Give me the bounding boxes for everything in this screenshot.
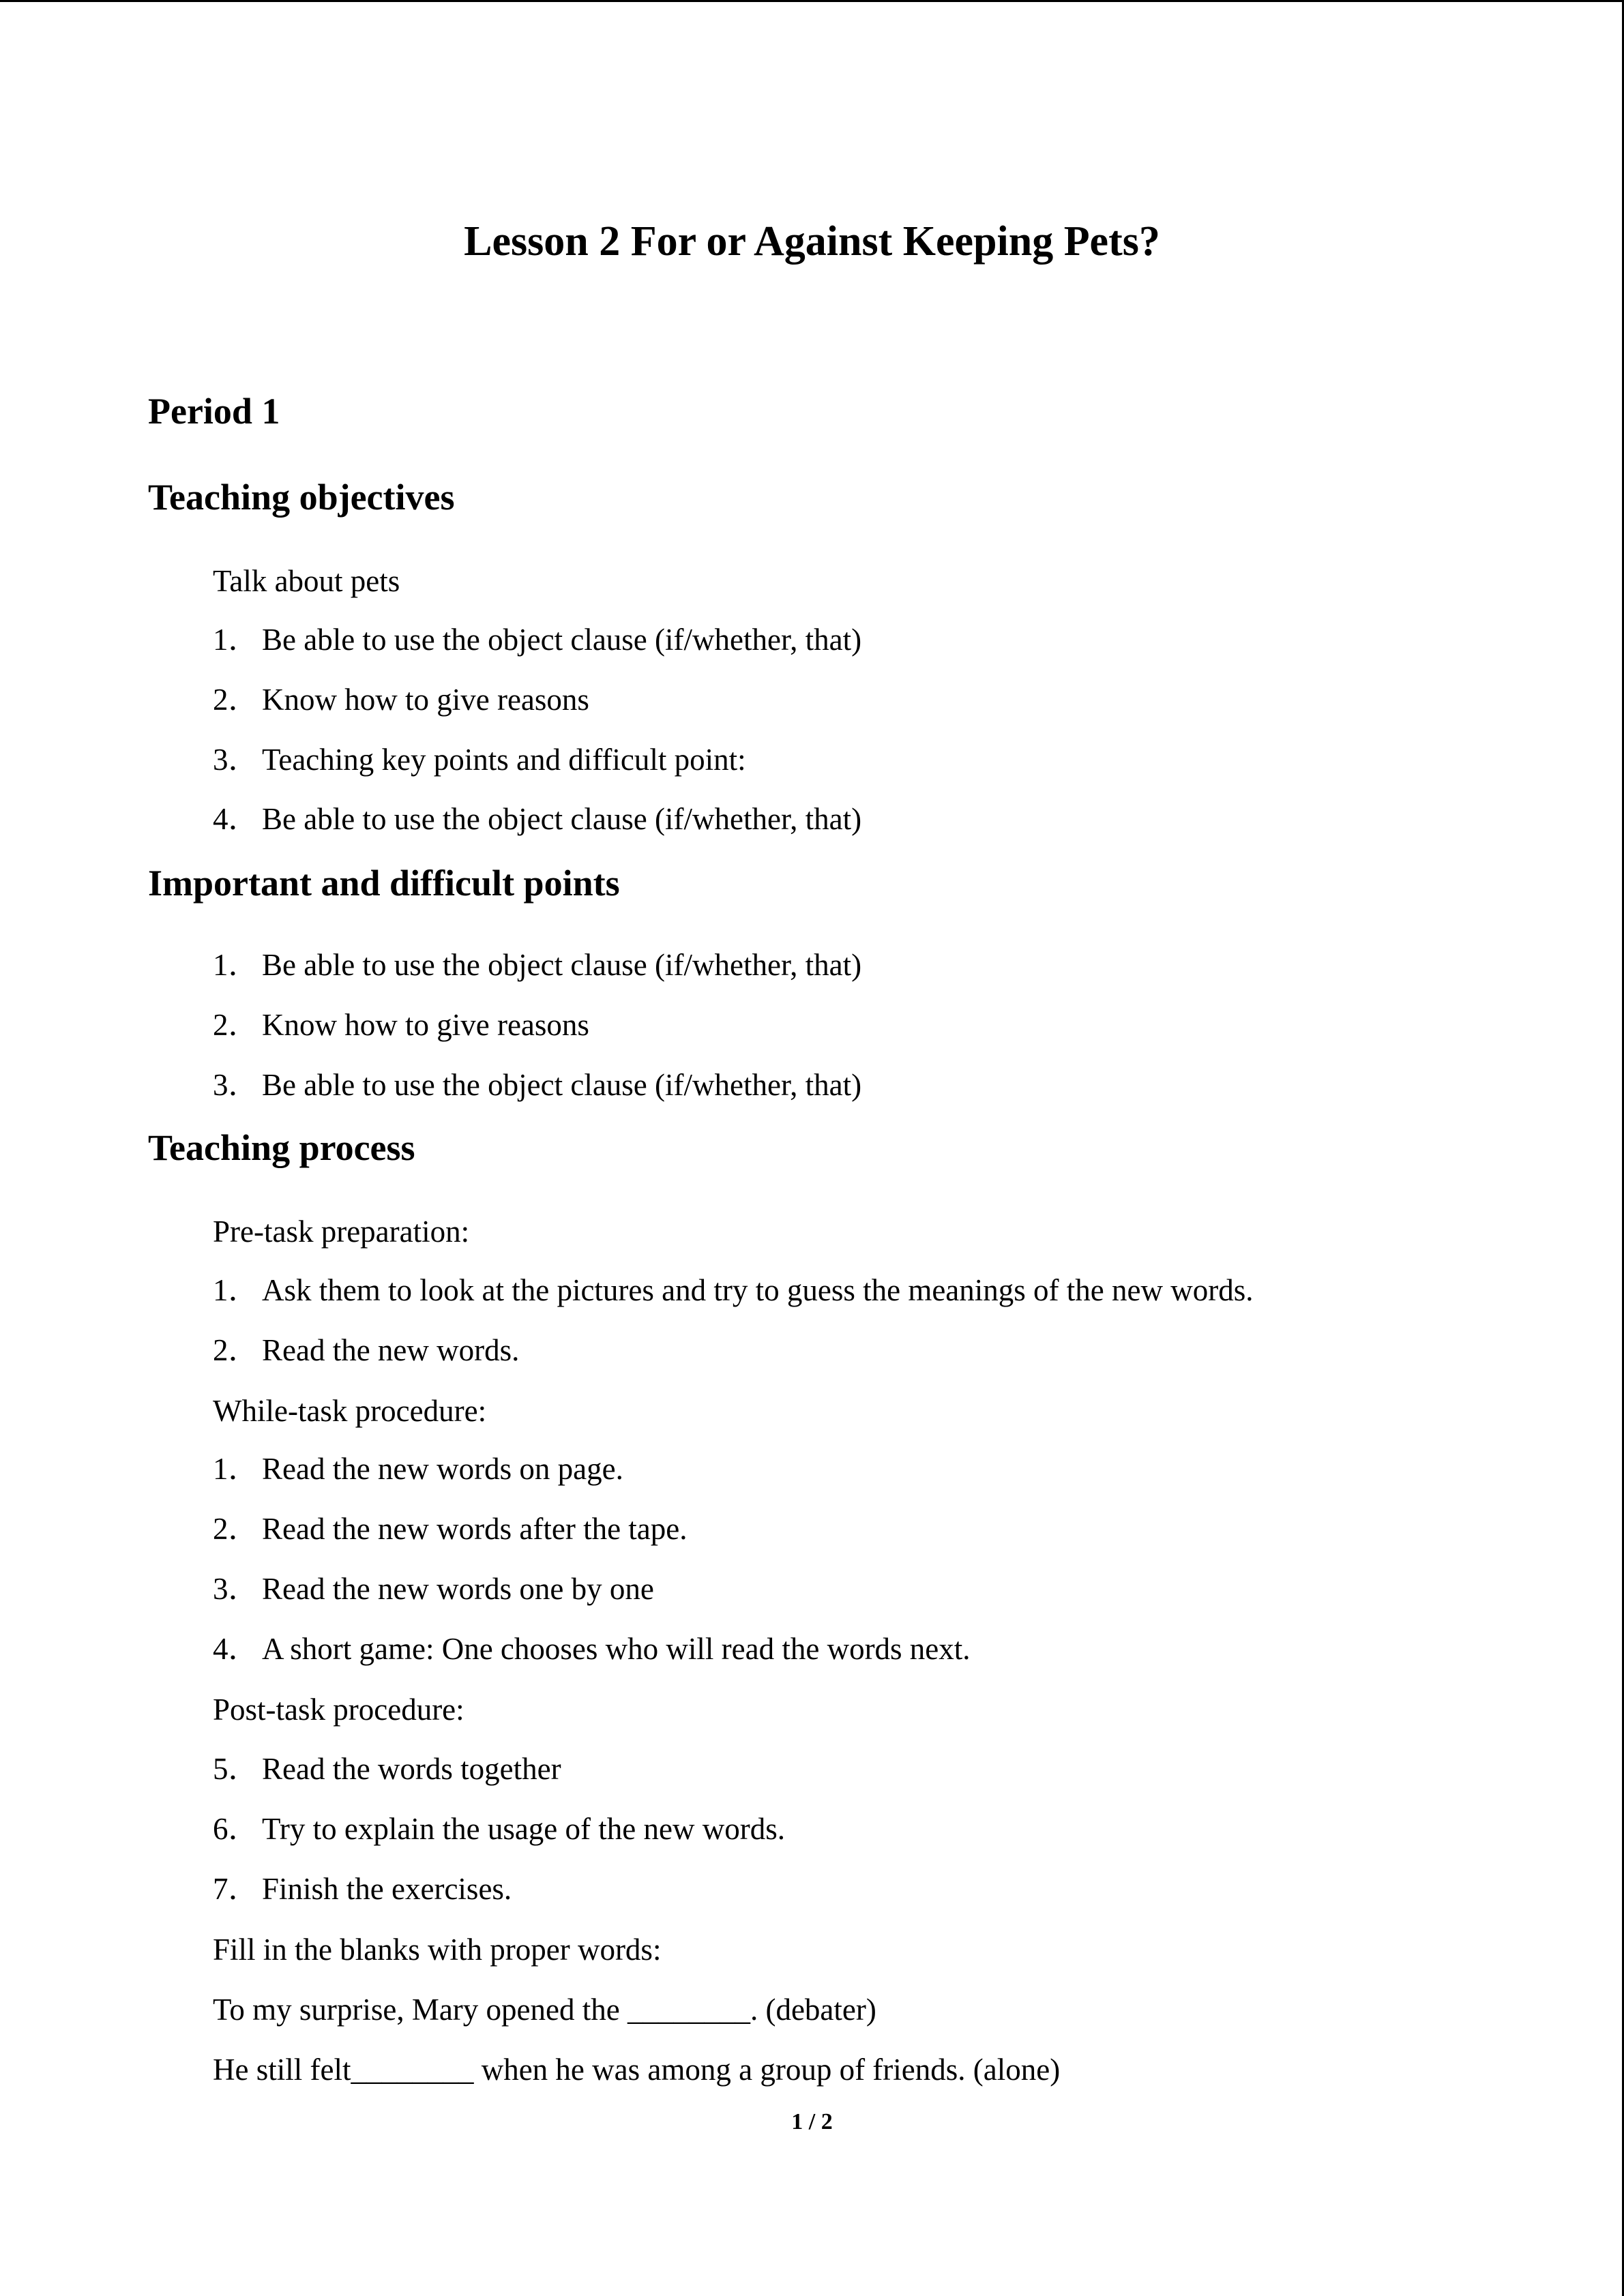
while-task-item bbox=[213, 1448, 623, 1489]
fill-blank-sentence: He still felt________ when he was among a group of friends. (alone) bbox=[213, 2053, 1061, 2087]
item-number: 2． bbox=[213, 1008, 259, 1042]
item-text: Try to explain the usage of the new words. bbox=[262, 1812, 785, 1846]
while-task-item bbox=[213, 1508, 688, 1549]
post-task-item bbox=[213, 1808, 785, 1849]
item-text: Read the words together bbox=[262, 1752, 561, 1786]
item-text: Be able to use the object clause (if/whether, that) bbox=[262, 1068, 862, 1102]
item-number: 6． bbox=[213, 1812, 259, 1846]
item-text: Know how to give reasons bbox=[262, 1008, 589, 1042]
item-text: Be able to use the object clause (if/whether, that) bbox=[262, 623, 862, 657]
points-item bbox=[213, 1064, 861, 1105]
item-text: Teaching key points and difficult point: bbox=[262, 743, 746, 777]
period-heading: Period 1 bbox=[148, 391, 280, 432]
objectives-item bbox=[213, 799, 861, 839]
objectives-item bbox=[213, 739, 746, 780]
post-task-label: Post-task procedure: bbox=[213, 1693, 464, 1727]
item-number: 1． bbox=[213, 948, 259, 982]
item-number: 1． bbox=[213, 1273, 259, 1307]
points-heading: Important and difficult points bbox=[148, 863, 620, 904]
item-number: 4． bbox=[213, 1632, 259, 1666]
item-number: 5． bbox=[213, 1752, 259, 1786]
objectives-heading: Teaching objectives bbox=[148, 477, 455, 518]
item-text: Finish the exercises. bbox=[262, 1872, 512, 1906]
item-number: 2． bbox=[213, 1512, 259, 1546]
item-text: Read the new words. bbox=[262, 1333, 520, 1367]
item-number: 1． bbox=[213, 623, 259, 657]
item-number: 4． bbox=[213, 802, 259, 836]
item-number: 3． bbox=[213, 1068, 259, 1102]
item-number: 1． bbox=[213, 1452, 259, 1486]
lesson-title: Lesson 2 For or Against Keeping Pets? bbox=[464, 218, 1160, 265]
item-text: Know how to give reasons bbox=[262, 683, 589, 717]
item-number: 7． bbox=[213, 1872, 259, 1906]
item-text: Ask them to look at the pictures and try to guess the meanings of the new words. bbox=[262, 1273, 1254, 1307]
pre-task-item bbox=[213, 1270, 1253, 1311]
item-text: A short game: One chooses who will read the words next. bbox=[262, 1632, 971, 1666]
post-task-item bbox=[213, 1868, 512, 1909]
objectives-item bbox=[213, 619, 861, 660]
item-number: 2． bbox=[213, 1333, 259, 1367]
pre-task-item bbox=[213, 1330, 519, 1371]
objectives-item bbox=[213, 679, 589, 720]
item-number: 3． bbox=[213, 1572, 259, 1606]
points-item bbox=[213, 1004, 589, 1045]
objectives-intro: Talk about pets bbox=[213, 564, 400, 598]
points-item bbox=[213, 944, 861, 985]
process-heading: Teaching process bbox=[148, 1127, 415, 1168]
item-text: Read the new words one by one bbox=[262, 1572, 654, 1606]
item-text: Read the new words after the tape. bbox=[262, 1512, 688, 1546]
while-task-item bbox=[213, 1568, 654, 1609]
pre-task-label: Pre-task preparation: bbox=[213, 1214, 470, 1249]
post-task-item bbox=[213, 1748, 561, 1789]
item-text: Be able to use the object clause (if/whether, that) bbox=[262, 948, 862, 982]
fill-blanks-label: Fill in the blanks with proper words: bbox=[213, 1933, 662, 1967]
item-number: 3． bbox=[213, 743, 259, 777]
item-text: Read the new words on page. bbox=[262, 1452, 623, 1486]
item-text: Be able to use the object clause (if/whether, that) bbox=[262, 802, 862, 836]
while-task-label: While-task procedure: bbox=[213, 1394, 487, 1428]
page-number: 1 / 2 bbox=[791, 2109, 833, 2134]
item-number: 2． bbox=[213, 683, 259, 717]
while-task-item bbox=[213, 1628, 971, 1669]
fill-blank-sentence: To my surprise, Mary opened the ________. (debater) bbox=[213, 1993, 876, 2027]
